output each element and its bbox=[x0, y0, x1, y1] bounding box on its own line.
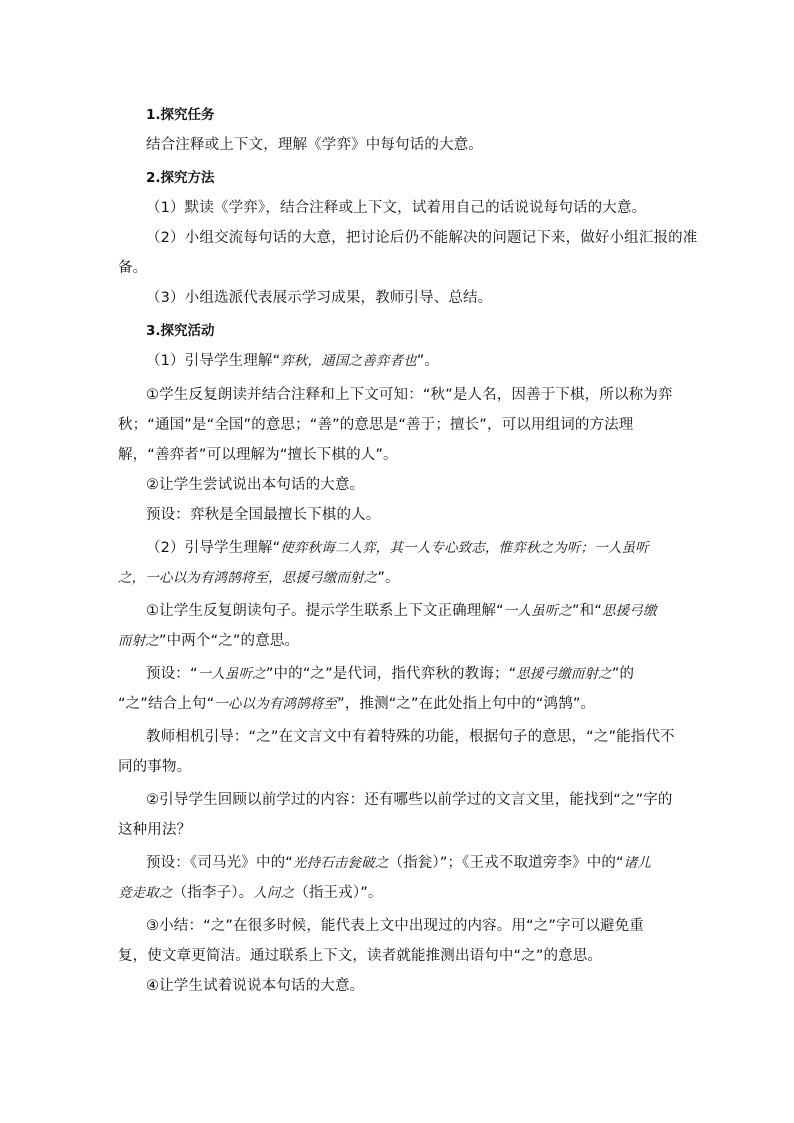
activity-2-preset-l2-part-2: ”，推测“之”在此处指上句中的“鸿鹄”。 bbox=[337, 696, 596, 712]
method-step-2-line-2: 备。 bbox=[118, 260, 148, 276]
step-2-preset-quote-2: 诸儿 bbox=[623, 855, 652, 871]
activity-2-suffix: ”。 bbox=[377, 570, 400, 586]
activity-2-preset-part-1: 预设：“ bbox=[146, 666, 198, 682]
method-step-1: （1）默读《学弈》，结合注释或上下文，试着用自己的话说说每句话的大意。 bbox=[146, 200, 647, 216]
activity-1-step-1-line-2: 秋；“通国”是“全国”的意思；“善”的意思是“善于；擅长”，可以用组词的方法理 bbox=[118, 417, 634, 433]
activity-2-step-2-line-2: 这种用法？ bbox=[118, 822, 192, 838]
step-2-preset-part-1: 预设：《司马光》中的“ bbox=[146, 855, 293, 871]
activity-1-preset: 预设：弈秋是全国最擅长下棋的人。 bbox=[146, 507, 381, 523]
step-2-preset-l2-quote-2: 人问之 bbox=[253, 885, 295, 901]
activity-2-step-2-preset-line-1 bbox=[118, 848, 678, 878]
method-step-2-line-1: （2）小组交流每句话的大意，把讨论后仍不能解决的问题记下来，做好小组汇报的准 bbox=[146, 230, 698, 246]
activity-2-step-1-quote-1: 一人虽听之 bbox=[503, 603, 573, 619]
activity-2-classic-quote-line-2: 之，一心以为有鸿鹄将至，思援弓缴而射之 bbox=[118, 570, 378, 586]
step-2-preset-l2-part-1: （指李子）。 bbox=[172, 885, 254, 901]
activity-1-step-1-line-3: 解，“善弈者”可以理解为“擅长下棋的人”。 bbox=[118, 447, 398, 463]
activity-1-suffix: ”。 bbox=[416, 353, 440, 369]
activity-2-preset-quote-2: 思援弓缴而射之 bbox=[516, 666, 612, 682]
activity-2-preset-l2-quote: 一心以为有鸿鹄将至 bbox=[214, 696, 338, 712]
activity-1-step-2: ②让学生尝试说出本句话的大意。 bbox=[146, 477, 365, 493]
activity-2-step-1-quote-2a: 思援弓缴 bbox=[602, 603, 657, 619]
activity-2-step-1-mid: ”和“ bbox=[572, 603, 602, 619]
activity-2-preset-line-1 bbox=[118, 659, 678, 689]
activity-1-prefix: （1）引导学生理解“ bbox=[146, 353, 281, 369]
activity-1-step-1-line-1: ①学生反复朗读并结合注释和上下文可知：“秋”是人名，因善于下棋，所以称为弈 bbox=[146, 387, 673, 403]
section-heading-task: 1.探究任务 bbox=[146, 107, 215, 123]
activity-2-step-1-quote-2b: 而射之 bbox=[118, 633, 159, 649]
activity-2-preset-quote-1: 一人虽听之 bbox=[197, 666, 266, 682]
activity-2-title-line-2 bbox=[118, 563, 678, 593]
activity-2-step-3-line-2: 复，使文章更简洁。通过联系上下文，读者就能推测出语句中“之”的意思。 bbox=[118, 948, 603, 964]
teacher-guide-line-1: 教师相机引导：“之”在文言文中有着特殊的功能，根据句子的意思，“之”能指代不 bbox=[146, 729, 675, 745]
method-step-3: （3）小组选派代表展示学习成果，教师引导、总结。 bbox=[146, 290, 493, 306]
activity-2-preset-part-3: ”的 bbox=[611, 666, 635, 682]
step-2-preset-l2-part-2: （指王戎）”。 bbox=[294, 885, 383, 901]
activity-2-step-3-line-1: ③小结：“之”在很多时候，能代表上文中出现过的内容。用“之”字可以避免重 bbox=[146, 918, 644, 934]
activity-2-preset-l2-part-1: “之”结合上句“ bbox=[118, 696, 215, 712]
section-heading-activity: 3.探究活动 bbox=[146, 323, 215, 339]
activity-2-preset-part-2: ”中的“之”是代词，指代弈秋的教诲；“ bbox=[265, 666, 517, 682]
activity-2-prefix: （2）引导学生理解“ bbox=[146, 540, 281, 556]
activity-2-step-1-suffix: ”中两个“之”的意思。 bbox=[158, 633, 300, 649]
activity-2-classic-quote-line-1: 使弈秋诲二人弈，其一人专心致志，惟弈秋之为听；一人虽听 bbox=[280, 540, 649, 556]
step-2-preset-part-2: （指瓮）”；《王戎不取道旁李》中的“ bbox=[388, 855, 624, 871]
step-2-preset-l2-quote-1: 竞走取之 bbox=[118, 885, 173, 901]
activity-1-title bbox=[118, 346, 678, 376]
activity-2-step-1-prefix: ①让学生反复朗读句子。提示学生联系上下文正确理解“ bbox=[146, 603, 504, 619]
task-paragraph: 结合注释或上下文，理解《学弈》中每句话的大意。 bbox=[146, 137, 483, 153]
activity-2-step-4: ④让学生试着说说本句话的大意。 bbox=[146, 978, 365, 994]
section-heading-method: 2.探究方法 bbox=[146, 170, 215, 186]
lesson-content bbox=[118, 100, 698, 1001]
activity-2-step-1-line-1 bbox=[118, 596, 678, 626]
step-2-preset-quote-1: 光持石击瓮破之 bbox=[292, 855, 389, 871]
activity-2-preset-line-2 bbox=[118, 689, 678, 719]
activity-2-title-line-1 bbox=[118, 533, 678, 563]
activity-2-step-1-line-2 bbox=[118, 626, 678, 656]
teacher-guide-line-2: 同的事物。 bbox=[118, 759, 192, 775]
activity-1-classic-quote: 弈秋，通国之善弈者也 bbox=[280, 353, 417, 369]
activity-2-step-2-preset-line-2 bbox=[118, 878, 678, 908]
activity-2-step-2-line-1: ②引导学生回顾以前学过的内容：还有哪些以前学过的文言文里，能找到“之”字的 bbox=[146, 792, 673, 808]
